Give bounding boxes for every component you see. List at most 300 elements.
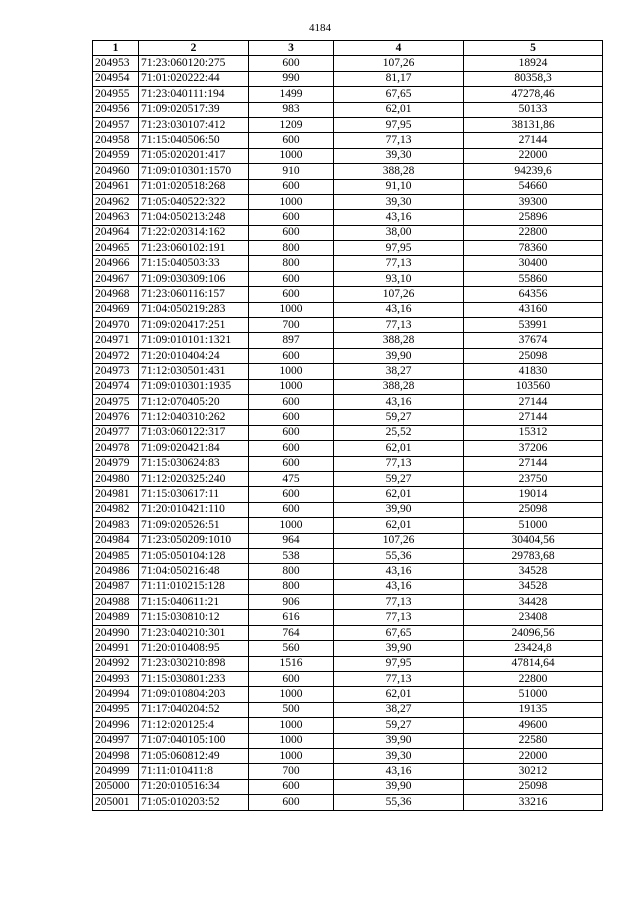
table-cell: 25098: [464, 348, 603, 363]
table-cell: 204984: [93, 533, 139, 548]
table-cell: 18924: [464, 56, 603, 71]
table-cell: 204992: [93, 656, 139, 671]
table-cell: 55,36: [334, 548, 464, 563]
table-cell: 204954: [93, 71, 139, 86]
table-cell: 93,10: [334, 271, 464, 286]
table-row: [93, 656, 603, 671]
table-cell: 71:03:060122:317: [139, 425, 249, 440]
table-cell: 204959: [93, 148, 139, 163]
table-cell: 700: [249, 764, 334, 779]
table-cell: 59,27: [334, 410, 464, 425]
table-row: [93, 456, 603, 471]
table-cell: 204996: [93, 718, 139, 733]
table-cell: 55,36: [334, 795, 464, 810]
table-cell: 78360: [464, 241, 603, 256]
table-cell: 204960: [93, 164, 139, 179]
table-row: [93, 441, 603, 456]
table-cell: 71:12:020325:240: [139, 471, 249, 486]
table-cell: 39,30: [334, 748, 464, 763]
table-cell: 30212: [464, 764, 603, 779]
table-cell: 204988: [93, 595, 139, 610]
table-cell: 600: [249, 410, 334, 425]
table-cell: 204975: [93, 394, 139, 409]
table-cell: 34428: [464, 595, 603, 610]
table-cell: 600: [249, 795, 334, 810]
table-cell: 204980: [93, 471, 139, 486]
table-cell: 910: [249, 164, 334, 179]
table-row: [93, 318, 603, 333]
data-table: [92, 40, 603, 811]
table-cell: 560: [249, 641, 334, 656]
table-cell: 67,65: [334, 625, 464, 640]
table-cell: 71:05:060812:49: [139, 748, 249, 763]
table-cell: 77,13: [334, 133, 464, 148]
table-cell: 55860: [464, 271, 603, 286]
table-cell: 27144: [464, 456, 603, 471]
table-row: [93, 241, 603, 256]
table-cell: 71:23:030107:412: [139, 117, 249, 132]
table-cell: 39300: [464, 194, 603, 209]
table-cell: 800: [249, 579, 334, 594]
table-cell: 1000: [249, 748, 334, 763]
table-cell: 43,16: [334, 302, 464, 317]
table-cell: 94239,6: [464, 164, 603, 179]
table-cell: 62,01: [334, 487, 464, 502]
table-cell: 62,01: [334, 687, 464, 702]
table-cell: 204985: [93, 548, 139, 563]
table-cell: 204973: [93, 364, 139, 379]
table-cell: 25,52: [334, 425, 464, 440]
table-cell: 107,26: [334, 533, 464, 548]
table-cell: 1209: [249, 117, 334, 132]
table-cell: 103560: [464, 379, 603, 394]
table-cell: 80358,3: [464, 71, 603, 86]
table-cell: 204978: [93, 441, 139, 456]
table-cell: 43160: [464, 302, 603, 317]
table-cell: 600: [249, 56, 334, 71]
table-cell: 600: [249, 210, 334, 225]
table-cell: 71:09:010804:203: [139, 687, 249, 702]
table-cell: 71:09:010301:1570: [139, 164, 249, 179]
table-cell: 1000: [249, 379, 334, 394]
table-cell: 27144: [464, 133, 603, 148]
table-cell: 29783,68: [464, 548, 603, 563]
table-cell: 50133: [464, 102, 603, 117]
table-cell: 67,65: [334, 87, 464, 102]
table-cell: 204994: [93, 687, 139, 702]
table-row: [93, 502, 603, 517]
table-row: [93, 410, 603, 425]
table-cell: 30404,56: [464, 533, 603, 548]
table-cell: 71:05:050104:128: [139, 548, 249, 563]
table-cell: 39,30: [334, 194, 464, 209]
table-cell: 39,90: [334, 733, 464, 748]
table-cell: 800: [249, 564, 334, 579]
table-cell: 71:09:020417:251: [139, 318, 249, 333]
table-cell: 1000: [249, 687, 334, 702]
table-cell: 34528: [464, 564, 603, 579]
table-cell: 990: [249, 71, 334, 86]
table-cell: 25896: [464, 210, 603, 225]
table-row: [93, 102, 603, 117]
page-number: 4184: [309, 22, 331, 34]
table-cell: 22000: [464, 748, 603, 763]
table-cell: 204968: [93, 287, 139, 302]
table-cell: 1516: [249, 656, 334, 671]
table-cell: 38,00: [334, 225, 464, 240]
table-cell: 71:12:020125:4: [139, 718, 249, 733]
table-cell: 25098: [464, 502, 603, 517]
table-row: [93, 133, 603, 148]
table-row: [93, 687, 603, 702]
table-cell: 204970: [93, 318, 139, 333]
table-cell: 27144: [464, 394, 603, 409]
table-cell: 107,26: [334, 287, 464, 302]
table-cell: 600: [249, 225, 334, 240]
table-cell: 77,13: [334, 256, 464, 271]
table-cell: 1000: [249, 733, 334, 748]
table-cell: 204976: [93, 410, 139, 425]
table-cell: 204969: [93, 302, 139, 317]
table-row: [93, 518, 603, 533]
table-cell: 71:09:020421:84: [139, 441, 249, 456]
table-cell: 39,90: [334, 779, 464, 794]
table-row: [93, 302, 603, 317]
table-cell: 600: [249, 425, 334, 440]
table-cell: 71:05:020201:417: [139, 148, 249, 163]
column-header: 2: [139, 41, 249, 56]
table-cell: 204962: [93, 194, 139, 209]
table-cell: 1000: [249, 194, 334, 209]
table-cell: 71:05:010203:52: [139, 795, 249, 810]
table-cell: 22580: [464, 733, 603, 748]
table-row: [93, 672, 603, 687]
table-cell: 204987: [93, 579, 139, 594]
table-cell: 204963: [93, 210, 139, 225]
table-cell: 204983: [93, 518, 139, 533]
table-cell: 24096,56: [464, 625, 603, 640]
table-cell: 71:04:050219:283: [139, 302, 249, 317]
table-cell: 23408: [464, 610, 603, 625]
table-cell: 204989: [93, 610, 139, 625]
table-cell: 71:15:030810:12: [139, 610, 249, 625]
table-cell: 25098: [464, 779, 603, 794]
table-cell: 71:23:060120:275: [139, 56, 249, 71]
table-cell: 204990: [93, 625, 139, 640]
table-cell: 71:11:010411:8: [139, 764, 249, 779]
table-cell: 38,27: [334, 364, 464, 379]
table-cell: 388,28: [334, 379, 464, 394]
table-cell: 43,16: [334, 764, 464, 779]
table-cell: 39,90: [334, 502, 464, 517]
column-header: 5: [464, 41, 603, 56]
table-cell: 43,16: [334, 210, 464, 225]
table-row: [93, 764, 603, 779]
table-cell: 71:15:040611:21: [139, 595, 249, 610]
table-cell: 71:04:050216:48: [139, 564, 249, 579]
table-cell: 204993: [93, 672, 139, 687]
table-cell: 205000: [93, 779, 139, 794]
table-cell: 1499: [249, 87, 334, 102]
table-cell: 71:11:010215:128: [139, 579, 249, 594]
table-cell: 964: [249, 533, 334, 548]
table-cell: 600: [249, 441, 334, 456]
table-row: [93, 795, 603, 810]
table-cell: 71:12:040310:262: [139, 410, 249, 425]
table-cell: 1000: [249, 364, 334, 379]
table-cell: 34528: [464, 579, 603, 594]
table-cell: 43,16: [334, 394, 464, 409]
table-body: [93, 56, 603, 810]
table-cell: 37674: [464, 333, 603, 348]
table-cell: 39,30: [334, 148, 464, 163]
table-cell: 204986: [93, 564, 139, 579]
table-cell: 71:20:010516:34: [139, 779, 249, 794]
table-row: [93, 625, 603, 640]
table-row: [93, 148, 603, 163]
table-row: [93, 256, 603, 271]
table-cell: 71:17:040204:52: [139, 702, 249, 717]
table-cell: 22800: [464, 672, 603, 687]
table-row: [93, 87, 603, 102]
table-row: [93, 548, 603, 563]
table-cell: 71:15:030624:83: [139, 456, 249, 471]
table-row: [93, 425, 603, 440]
table-cell: 388,28: [334, 333, 464, 348]
table-row: [93, 702, 603, 717]
table-cell: 71:04:050213:248: [139, 210, 249, 225]
table-row: [93, 610, 603, 625]
table-cell: 205001: [93, 795, 139, 810]
table-cell: 71:23:050209:1010: [139, 533, 249, 548]
table-cell: 23750: [464, 471, 603, 486]
table-cell: 33216: [464, 795, 603, 810]
table-cell: 204966: [93, 256, 139, 271]
table-cell: 71:22:020314:162: [139, 225, 249, 240]
table-cell: 22000: [464, 148, 603, 163]
table-cell: 71:09:020517:39: [139, 102, 249, 117]
table-cell: 204964: [93, 225, 139, 240]
table-cell: 71:15:030617:11: [139, 487, 249, 502]
table-cell: 97,95: [334, 241, 464, 256]
table-cell: 77,13: [334, 318, 464, 333]
table-cell: 71:23:060116:157: [139, 287, 249, 302]
table-cell: 37206: [464, 441, 603, 456]
table-row: [93, 748, 603, 763]
table-cell: 22800: [464, 225, 603, 240]
table-cell: 600: [249, 179, 334, 194]
table-cell: 71:20:010408:95: [139, 641, 249, 656]
table-cell: 600: [249, 456, 334, 471]
table-cell: 600: [249, 287, 334, 302]
table-cell: 600: [249, 779, 334, 794]
table-cell: 81,17: [334, 71, 464, 86]
table-row: [93, 487, 603, 502]
table-cell: 19014: [464, 487, 603, 502]
table-cell: 800: [249, 241, 334, 256]
table-cell: 204971: [93, 333, 139, 348]
table-cell: 204956: [93, 102, 139, 117]
table-row: [93, 779, 603, 794]
table-cell: 77,13: [334, 610, 464, 625]
table-cell: 600: [249, 502, 334, 517]
table-cell: 1000: [249, 718, 334, 733]
table-cell: 43,16: [334, 564, 464, 579]
column-header: 1: [93, 41, 139, 56]
table-cell: 1000: [249, 518, 334, 533]
table-row: [93, 333, 603, 348]
table-cell: 71:15:040503:33: [139, 256, 249, 271]
table-cell: 71:09:010101:1321: [139, 333, 249, 348]
table-cell: 39,90: [334, 348, 464, 363]
table-header-row: [93, 41, 603, 56]
table-cell: 27144: [464, 410, 603, 425]
table-cell: 71:05:040522:322: [139, 194, 249, 209]
table-cell: 204995: [93, 702, 139, 717]
table-row: [93, 379, 603, 394]
table-cell: 600: [249, 271, 334, 286]
table-cell: 983: [249, 102, 334, 117]
table-cell: 204965: [93, 241, 139, 256]
table-cell: 71:12:030501:431: [139, 364, 249, 379]
table-cell: 204967: [93, 271, 139, 286]
table-row: [93, 271, 603, 286]
table-cell: 38,27: [334, 702, 464, 717]
table-cell: 47278,46: [464, 87, 603, 102]
table-cell: 41830: [464, 364, 603, 379]
table-cell: 71:01:020222:44: [139, 71, 249, 86]
table-cell: 71:23:060102:191: [139, 241, 249, 256]
table-row: [93, 225, 603, 240]
table-cell: 204957: [93, 117, 139, 132]
table-row: [93, 579, 603, 594]
table-cell: 71:12:070405:20: [139, 394, 249, 409]
table-cell: 51000: [464, 687, 603, 702]
table-cell: 500: [249, 702, 334, 717]
table-row: [93, 733, 603, 748]
table-cell: 204955: [93, 87, 139, 102]
table-cell: 59,27: [334, 471, 464, 486]
table-cell: 71:23:040210:301: [139, 625, 249, 640]
table-row: [93, 71, 603, 86]
table-cell: 204979: [93, 456, 139, 471]
table-cell: 91,10: [334, 179, 464, 194]
table-row: [93, 471, 603, 486]
table-cell: 107,26: [334, 56, 464, 71]
table-cell: 204991: [93, 641, 139, 656]
table-cell: 43,16: [334, 579, 464, 594]
table-cell: 538: [249, 548, 334, 563]
table-cell: 62,01: [334, 102, 464, 117]
table-cell: 51000: [464, 518, 603, 533]
table-cell: 71:23:030210:898: [139, 656, 249, 671]
table-row: [93, 364, 603, 379]
table-row: [93, 194, 603, 209]
table-row: [93, 210, 603, 225]
table-cell: 204997: [93, 733, 139, 748]
table-cell: 204981: [93, 487, 139, 502]
table-row: [93, 164, 603, 179]
table-cell: 204974: [93, 379, 139, 394]
table-cell: 600: [249, 133, 334, 148]
table-cell: 897: [249, 333, 334, 348]
table-cell: 62,01: [334, 441, 464, 456]
table-cell: 53991: [464, 318, 603, 333]
table-cell: 1000: [249, 148, 334, 163]
table-cell: 204998: [93, 748, 139, 763]
table-cell: 204977: [93, 425, 139, 440]
table-cell: 39,90: [334, 641, 464, 656]
table-cell: 71:15:040506:50: [139, 133, 249, 148]
table-cell: 38131,86: [464, 117, 603, 132]
table-cell: 62,01: [334, 518, 464, 533]
table-cell: 71:15:030801:233: [139, 672, 249, 687]
table-cell: 600: [249, 348, 334, 363]
table-cell: 600: [249, 672, 334, 687]
table-cell: 19135: [464, 702, 603, 717]
table-cell: 764: [249, 625, 334, 640]
table-cell: 71:09:020526:51: [139, 518, 249, 533]
table-row: [93, 533, 603, 548]
table-cell: 616: [249, 610, 334, 625]
table-cell: 77,13: [334, 595, 464, 610]
table-row: [93, 117, 603, 132]
table-row: [93, 179, 603, 194]
table-cell: 59,27: [334, 718, 464, 733]
table-cell: 15312: [464, 425, 603, 440]
table-cell: 71:07:040105:100: [139, 733, 249, 748]
table-cell: 204999: [93, 764, 139, 779]
table-row: [93, 394, 603, 409]
table-cell: 71:23:040111:194: [139, 87, 249, 102]
table-cell: 71:01:020518:268: [139, 179, 249, 194]
table-cell: 204961: [93, 179, 139, 194]
table-cell: 71:09:030309:106: [139, 271, 249, 286]
table-cell: 49600: [464, 718, 603, 733]
table-cell: 71:20:010421:110: [139, 502, 249, 517]
table-cell: 47814,64: [464, 656, 603, 671]
table-cell: 71:20:010404:24: [139, 348, 249, 363]
table-cell: 77,13: [334, 456, 464, 471]
table-row: [93, 287, 603, 302]
column-header: 3: [249, 41, 334, 56]
table-row: [93, 564, 603, 579]
table-cell: 700: [249, 318, 334, 333]
table-cell: 23424,8: [464, 641, 603, 656]
table-cell: 600: [249, 394, 334, 409]
table-row: [93, 348, 603, 363]
table-cell: 77,13: [334, 672, 464, 687]
table-cell: 204953: [93, 56, 139, 71]
table-row: [93, 718, 603, 733]
table-cell: 204972: [93, 348, 139, 363]
table-cell: 64356: [464, 287, 603, 302]
table-row: [93, 56, 603, 71]
table-cell: 204958: [93, 133, 139, 148]
table-cell: 97,95: [334, 117, 464, 132]
table-cell: 388,28: [334, 164, 464, 179]
table-cell: 906: [249, 595, 334, 610]
table-cell: 1000: [249, 302, 334, 317]
table-cell: 475: [249, 471, 334, 486]
table-row: [93, 595, 603, 610]
table-cell: 204982: [93, 502, 139, 517]
table-cell: 30400: [464, 256, 603, 271]
table-cell: 54660: [464, 179, 603, 194]
table-row: [93, 641, 603, 656]
table-cell: 97,95: [334, 656, 464, 671]
table-cell: 71:09:010301:1935: [139, 379, 249, 394]
